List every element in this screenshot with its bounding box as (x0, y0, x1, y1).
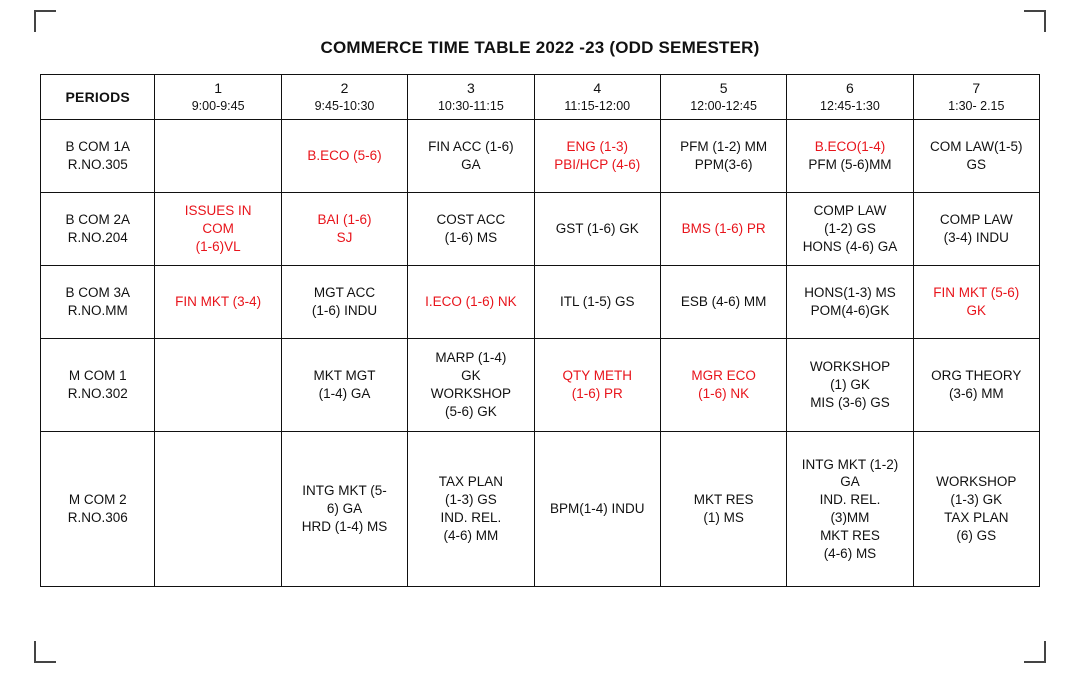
timetable-cell (660, 431, 786, 586)
timetable-cell (155, 338, 281, 431)
subject-line: PBI/HCP (4-6) (554, 156, 641, 172)
period-time: 9:45-10:30 (314, 99, 375, 114)
subject-line: PFM (5-6)MM (808, 156, 892, 172)
subject-line: HONS(1-3) MS (804, 285, 896, 301)
table-row (41, 431, 1040, 586)
subject-line: I.ECO (1-6) NK (425, 294, 517, 310)
subject-line: MGT ACC (313, 285, 376, 301)
timetable-container (40, 74, 1040, 587)
period-number: 2 (340, 80, 349, 96)
period-time: 12:00-12:45 (690, 99, 757, 114)
subject-line: 6) GA (326, 501, 363, 517)
timetable-cell (408, 338, 534, 431)
timetable-cell (281, 119, 407, 192)
period-header-7 (913, 75, 1039, 120)
timetable-cell (534, 265, 660, 338)
subject-line: PPM(3-6) (694, 156, 753, 172)
period-number: 1 (214, 80, 223, 96)
subject-line: FIN MKT (5-6) (933, 285, 1020, 301)
subject-line: FIN MKT (3-4) (175, 294, 262, 310)
timetable-cell (408, 431, 534, 586)
subject-line: (5-6) GK (444, 403, 497, 419)
subject-line: (1-6) PR (571, 385, 623, 401)
period-header-2 (281, 75, 407, 120)
crop-mark-bottom-right (1024, 641, 1046, 663)
timetable-cell (155, 119, 281, 192)
header-row (41, 75, 1040, 120)
timetable-cell (787, 119, 913, 192)
subject-line: HONS (4-6) GA (802, 238, 898, 254)
subject-line: (4-6) MM (443, 527, 499, 543)
subject-line: INTG MKT (1-2) (801, 456, 899, 472)
subject-line: ISSUES IN (184, 203, 252, 219)
subject-line: BMS (1-6) PR (681, 221, 766, 237)
class-name: B COM 1A (65, 139, 130, 155)
page-title: COMMERCE TIME TABLE 2022 -23 (ODD SEMESTER) (320, 38, 760, 57)
timetable (40, 74, 1040, 587)
subject-line: COM (202, 221, 234, 237)
timetable-cell (281, 338, 407, 431)
timetable-cell (534, 338, 660, 431)
class-label-cell (41, 338, 155, 431)
subject-line: (1) MS (703, 509, 744, 525)
timetable-cell (913, 192, 1039, 265)
period-header-3 (408, 75, 534, 120)
timetable-cell (408, 119, 534, 192)
subject-line: GK (461, 368, 481, 384)
period-time: 10:30-11:15 (437, 99, 504, 114)
timetable-cell (155, 431, 281, 586)
subject-line: TAX PLAN (944, 509, 1009, 525)
timetable-body (41, 119, 1040, 586)
subject-line: (1-3) GS (444, 492, 497, 508)
period-number: 7 (972, 80, 981, 96)
timetable-cell (787, 192, 913, 265)
subject-line: COMP LAW (813, 203, 887, 219)
subject-line: WORKSHOP (430, 385, 511, 401)
class-label-cell (41, 431, 155, 586)
subject-line: TAX PLAN (438, 474, 503, 490)
subject-line: PFM (1-2) MM (680, 139, 768, 155)
timetable-cell (913, 431, 1039, 586)
subject-line: (1-2) GS (824, 221, 876, 237)
crop-mark-top-right (1024, 10, 1046, 32)
subject-line: COST ACC (436, 212, 506, 228)
subject-line: ORG THEORY (931, 368, 1022, 384)
table-row (41, 265, 1040, 338)
subject-line: IND. REL. (819, 492, 881, 508)
timetable-header (41, 75, 1040, 120)
period-number: 5 (719, 80, 728, 96)
subject-line: (3-6) MM (948, 385, 1004, 401)
period-time: 11:15-12:00 (564, 99, 631, 114)
period-header-5 (660, 75, 786, 120)
timetable-cell (534, 431, 660, 586)
timetable-cell (913, 265, 1039, 338)
timetable-cell (787, 265, 913, 338)
class-room: R.NO.302 (67, 385, 128, 401)
subject-line: (1-6) INDU (311, 302, 378, 318)
subject-line: MARP (1-4) (435, 350, 507, 366)
class-room: R.NO.306 (67, 509, 128, 525)
subject-line: WORKSHOP (936, 474, 1017, 490)
class-room: R.NO.204 (67, 229, 128, 245)
subject-line: (1-4) GA (318, 385, 371, 401)
subject-line: (1-3) GK (950, 492, 1003, 508)
subject-line: MKT MGT (313, 368, 376, 384)
periods-corner-header: PERIODS (41, 75, 155, 120)
class-label-cell (41, 119, 155, 192)
class-name: M COM 1 (68, 368, 127, 384)
subject-line: B.ECO(1-4) (814, 139, 886, 155)
subject-line: HRD (1-4) MS (301, 518, 388, 534)
timetable-cell (534, 119, 660, 192)
subject-line: (1-6)VL (195, 238, 241, 254)
timetable-cell (660, 338, 786, 431)
subject-line: GA (461, 156, 481, 172)
subject-line: IND. REL. (440, 509, 502, 525)
table-row (41, 338, 1040, 431)
timetable-cell (913, 119, 1039, 192)
timetable-cell (787, 338, 913, 431)
table-row (41, 119, 1040, 192)
period-time: 9:00-9:45 (191, 99, 245, 114)
subject-line: COM LAW(1-5) (930, 139, 1023, 155)
timetable-cell (281, 265, 407, 338)
period-time: 1:30- 2.15 (948, 99, 1005, 114)
class-name: M COM 2 (68, 492, 127, 508)
subject-line: (1-6) NK (698, 385, 750, 401)
subject-line: B.ECO (5-6) (307, 148, 382, 164)
subject-line: GS (966, 156, 987, 172)
table-row (41, 192, 1040, 265)
subject-line: POM(4-6)GK (810, 302, 890, 318)
period-number: 6 (846, 80, 854, 96)
timetable-cell (281, 192, 407, 265)
period-header-4 (534, 75, 660, 120)
timetable-cell (787, 431, 913, 586)
timetable-cell (534, 192, 660, 265)
subject-line: SJ (336, 229, 353, 245)
period-header-1 (155, 75, 281, 120)
crop-mark-top-left (34, 10, 56, 32)
subject-line: (3-4) INDU (943, 229, 1009, 245)
timetable-cell (155, 265, 281, 338)
subject-line: ESB (4-6) MM (680, 294, 767, 310)
period-number: 4 (593, 80, 602, 96)
subject-line: MGR ECO (691, 368, 756, 384)
subject-line: ITL (1-5) GS (559, 294, 635, 310)
timetable-cell (281, 431, 407, 586)
subject-line: MKT RES (693, 492, 754, 508)
subject-line: (4-6) MS (823, 545, 877, 561)
subject-line: INTG MKT (5- (302, 483, 387, 499)
crop-mark-bottom-left (34, 641, 56, 663)
timetable-cell (913, 338, 1039, 431)
subject-line: GK (966, 302, 987, 318)
subject-line: QTY METH (562, 368, 632, 384)
subject-line: MIS (3-6) GS (810, 394, 890, 410)
subject-line: (1-6) MS (444, 229, 498, 245)
class-room: R.NO.305 (67, 156, 128, 172)
subject-line: BAI (1-6) (317, 212, 372, 228)
subject-line: WORKSHOP (809, 359, 891, 375)
class-name: B COM 3A (65, 285, 130, 301)
timetable-cell (155, 192, 281, 265)
period-header-6 (787, 75, 913, 120)
class-name: B COM 2A (65, 212, 130, 228)
timetable-cell (408, 265, 534, 338)
subject-line: GA (840, 474, 860, 490)
subject-line: GST (1-6) GK (555, 221, 639, 237)
timetable-cell (408, 192, 534, 265)
class-room: R.NO.MM (67, 302, 128, 318)
subject-line: (3)MM (830, 509, 870, 525)
subject-line: COMP LAW (939, 212, 1013, 228)
class-label-cell (41, 192, 155, 265)
timetable-cell (660, 265, 786, 338)
timetable-cell (660, 192, 786, 265)
subject-line: FIN ACC (1-6) (428, 139, 514, 155)
period-number: 3 (466, 80, 475, 96)
subject-line: MKT RES (820, 527, 880, 543)
period-time: 12:45-1:30 (820, 99, 880, 114)
subject-line: (1) GK (830, 377, 870, 393)
subject-line: BPM(1-4) INDU (549, 501, 645, 517)
subject-line: (6) GS (956, 527, 997, 543)
timetable-cell (660, 119, 786, 192)
class-label-cell (41, 265, 155, 338)
subject-line: ENG (1-3) (566, 139, 628, 155)
